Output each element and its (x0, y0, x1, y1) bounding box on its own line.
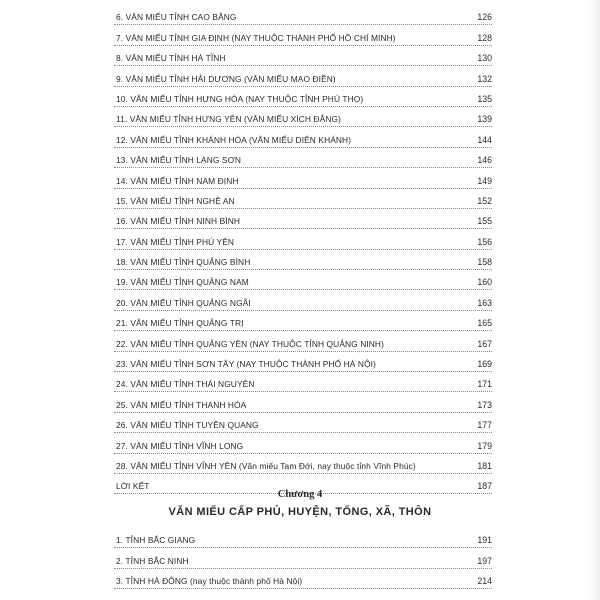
toc-entry-title: 21. VĂN MIẾU TỈNH QUẢNG TRỊ (116, 318, 244, 329)
toc-entry-page-number: 155 (477, 216, 492, 227)
toc-entry-page-number: 177 (477, 420, 492, 431)
toc-entry-page-number: 158 (477, 257, 492, 268)
toc-entry (114, 548, 492, 568)
toc-entry-title: 12. VĂN MIẾU TỈNH KHÁNH HÒA (VĂN MIẾU DIÊN KHÁNH) (116, 134, 352, 145)
toc-entry-title: 9. VĂN MIẾU TỈNH HẢI DƯƠNG (VĂN MIẾU MAO ĐIỀN) (116, 73, 336, 84)
toc-entry-title: 24. VĂN MIẾU TỈNH THÁI NGUYÊN (116, 379, 255, 390)
page-edge-shadow (588, 0, 600, 600)
toc-entry (114, 25, 492, 45)
toc-entry-page-number: 152 (477, 195, 492, 206)
toc-entry (114, 413, 492, 433)
toc-entry-page-number: 165 (477, 318, 492, 329)
toc-entry-page-number: 128 (477, 32, 492, 43)
toc-entry (114, 148, 492, 168)
toc-entry (114, 87, 492, 107)
toc-entry-title: 13. VĂN MIẾU TỈNH LẠNG SƠN (116, 155, 242, 166)
toc-entry (114, 392, 492, 412)
toc-entry (114, 127, 492, 147)
toc-entry (114, 352, 492, 372)
toc-entry-title: 7. VĂN MIẾU TỈNH GIA ĐỊNH (NAY THUỘC THÀNH PHỐ HỒ CHÍ MINH) (116, 32, 396, 43)
toc-entry-title: 14. VĂN MIẾU TỈNH NAM ĐỊNH (116, 175, 239, 186)
toc-entry (114, 46, 492, 66)
toc-entry-page-number: 171 (477, 379, 492, 390)
toc-entry-title: 28. VĂN MIẾU TỈNH VĨNH YÊN (Văn miếu Tam Đới, nay thuộc tỉnh Vĩnh Phúc) (116, 460, 416, 471)
toc-entry-title: 16. VĂN MIẾU TỈNH NINH BÌNH (116, 216, 241, 227)
toc-entry-page-number: 130 (477, 53, 492, 64)
toc-entry-title: 26. VĂN MIẾU TỈNH TUYÊN QUANG (116, 420, 259, 431)
toc-entry (114, 209, 492, 229)
toc-entry-page-number: 163 (477, 297, 492, 308)
toc-entry-page-number: 191 (477, 535, 492, 546)
toc-entry-title: 18. VĂN MIẾU TỈNH QUẢNG BÌNH (116, 257, 251, 268)
toc-entry-page-number: 126 (477, 12, 492, 23)
toc-entry (114, 229, 492, 249)
toc-entry (114, 250, 492, 270)
toc-entry-title: 11. VĂN MIẾU TỈNH HƯNG YÊN (VĂN MIẾU XÍCH ĐẰNG) (116, 114, 341, 125)
toc-entry-page-number: 197 (477, 555, 492, 566)
chapter-number: Chương 4 (277, 489, 323, 500)
toc-entry-page-number: 135 (477, 93, 492, 104)
toc-entry-title: 19. VĂN MIẾU TỈNH QUẢNG NAM (116, 277, 249, 288)
toc-entry-page-number: 173 (477, 399, 492, 410)
toc-entry-page-number: 187 (477, 481, 492, 492)
toc-entry-page-number: 179 (477, 440, 492, 451)
toc-entry (114, 454, 492, 474)
toc-entry-title: 15. VĂN MIẾU TỈNH NGHỆ AN (116, 195, 235, 206)
toc-entry (114, 189, 492, 209)
toc-entry-page-number: 181 (477, 460, 492, 471)
toc-entry-page-number: 146 (477, 155, 492, 166)
toc-entry (114, 290, 492, 310)
table-of-contents-list (114, 5, 492, 494)
toc-entry (114, 569, 492, 589)
toc-entry (114, 107, 492, 127)
toc-entry-title: 25. VĂN MIẾU TỈNH THANH HÓA (116, 399, 247, 410)
toc-entry (114, 528, 492, 548)
toc-entry-title: 6. VĂN MIẾU TỈNH CAO BẰNG (116, 12, 237, 23)
toc-entry-title: 8. VĂN MIẾU TỈNH HÀ TĨNH (116, 53, 226, 64)
chapter-contents-list (114, 528, 492, 589)
toc-entry (114, 5, 492, 25)
toc-entry-page-number: 160 (477, 277, 492, 288)
toc-entry (114, 433, 492, 453)
toc-entry-page-number: 144 (477, 134, 492, 145)
toc-entry-page-number: 139 (477, 114, 492, 125)
toc-entry-title: 27. VĂN MIẾU TỈNH VĨNH LONG (116, 440, 244, 451)
toc-entry-page-number: 169 (477, 359, 492, 370)
toc-entry-title: LỜI KẾT (116, 481, 150, 492)
toc-entry (114, 270, 492, 290)
toc-entry-title: 2. TỈNH BẮC NINH (116, 555, 189, 566)
toc-entry-title: 10. VĂN MIẾU TỈNH HƯNG HÓA (NAY THUỘC TỈNH PHÚ THỌ) (116, 93, 364, 104)
toc-entry-title: 3. TỈNH HÀ ĐÔNG (nay thuộc thành phố Hà Nội) (116, 576, 303, 587)
toc-entry (114, 168, 492, 188)
toc-entry (114, 331, 492, 351)
toc-entry-page-number: 132 (477, 73, 492, 84)
toc-entry-title: 23. VĂN MIẾU TỈNH SƠN TÂY (NAY THUỘC THÀNH PHỐ HÀ NỘI) (116, 359, 376, 370)
toc-entry-page-number: 167 (477, 338, 492, 349)
toc-entry-page-number: 149 (477, 175, 492, 186)
toc-entry-page-number: 156 (477, 236, 492, 247)
toc-entry-title: 1. TỈNH BẮC GIANG (116, 535, 196, 546)
toc-entry-title: 17. VĂN MIẾU TỈNH PHÚ YÊN (116, 236, 235, 247)
chapter-title: VĂN MIẾU CẤP PHỦ, HUYỆN, TỔNG, XÃ, THÔN (168, 506, 432, 518)
toc-entry (114, 372, 492, 392)
toc-entry (114, 66, 492, 86)
toc-entry-title: 22. VĂN MIẾU TỈNH QUẢNG YÊN (NAY THUỘC TỈNH QUẢNG NINH) (116, 338, 384, 349)
toc-entry (114, 311, 492, 331)
toc-entry-title: 20. VĂN MIẾU TỈNH QUẢNG NGÃI (116, 297, 251, 308)
toc-entry-page-number: 214 (477, 576, 492, 587)
